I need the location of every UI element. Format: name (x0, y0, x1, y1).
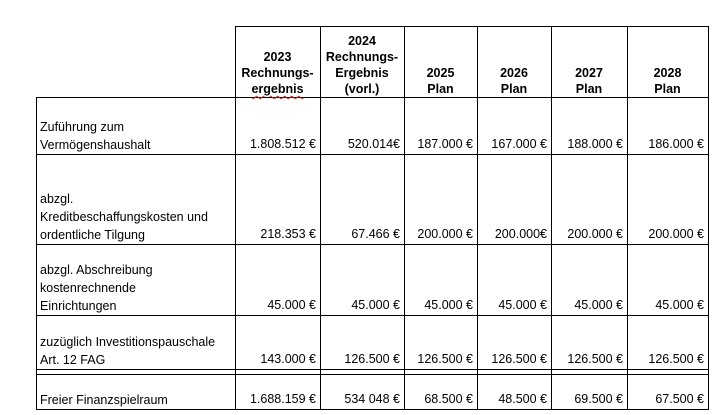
table-cell: 1.688.159 € (249, 392, 316, 406)
table-cell: 126.500 € (648, 352, 704, 366)
row-label-5 (36, 375, 235, 409)
grid-line (708, 26, 709, 410)
table-cell: 45.000 € (267, 298, 316, 312)
column-header-1 (235, 27, 320, 97)
row-label-line: abzgl. (40, 192, 74, 206)
table-cell: 200.000 € (567, 227, 623, 241)
table-cell: 67.466 € (351, 227, 400, 241)
table-cell: 200.000 € (417, 227, 473, 241)
table-cell: 126.500 € (567, 352, 623, 366)
table-cell: 45.000 € (498, 298, 547, 312)
row-label-line: ordentliche Tilgung (40, 228, 145, 242)
column-header-line: 2023 (263, 50, 292, 64)
table-cell: 68.500 € (424, 392, 473, 406)
column-header-6 (627, 27, 708, 97)
table-cell: 126.500 € (344, 352, 400, 366)
table-cell: 126.500 € (491, 352, 547, 366)
column-header-line: Ergebnis (335, 66, 389, 80)
column-header-line: Plan (500, 82, 528, 96)
row-label-line: abzgl. Abschreibung (40, 263, 153, 277)
column-header-line: Rechnungs- (325, 50, 399, 64)
row-label-3 (36, 245, 235, 315)
column-header-line: Plan (575, 82, 603, 96)
column-header-2 (320, 27, 404, 97)
table-cell: 534 048 € (344, 392, 400, 406)
column-header-5 (551, 27, 627, 97)
row-label-line: Zuführung zum (40, 120, 125, 134)
grid-line (36, 409, 709, 410)
table-cell: 45.000 € (424, 298, 473, 312)
column-header-3 (404, 27, 477, 97)
column-header-line: (vorl.) (344, 82, 380, 96)
row-label-line: Vermögenshaushalt (40, 138, 151, 152)
table-cell: 187.000 € (417, 137, 473, 151)
row-label-line: Art. 12 FAG (40, 353, 106, 367)
table-cell: 186.000 € (648, 137, 704, 151)
table-cell: 45.000 € (655, 298, 704, 312)
column-header-line: ergebnis (251, 82, 304, 96)
table-cell: 69.500 € (574, 392, 623, 406)
column-header-line: 2025 (426, 66, 455, 80)
table-cell: 167.000 € (491, 137, 547, 151)
row-label-4 (36, 316, 235, 369)
table-cell: 520.014€ (347, 137, 400, 151)
column-header-line: 2026 (500, 66, 528, 80)
grid-line (36, 369, 709, 370)
row-label-line: kostenrechnende (40, 281, 136, 295)
column-header-line: Plan (654, 82, 681, 96)
table-cell: 48.500 € (498, 392, 547, 406)
table-cell: 143.000 € (260, 352, 316, 366)
column-header-line: 2024 (348, 34, 376, 48)
table-cell: 45.000 € (351, 298, 400, 312)
column-header-line: 2027 (575, 66, 603, 80)
table-cell: 200.000 € (648, 227, 704, 241)
column-header-line: Plan (427, 82, 454, 96)
row-label-line: zuzüglich Investitionspauschale (40, 335, 216, 349)
table-cell: 1.808.512 € (249, 137, 316, 151)
table-cell: 188.000 € (567, 137, 623, 151)
row-label-2 (36, 155, 235, 244)
table-cell: 200.000€ (494, 227, 547, 241)
table-cell: 67.500 € (655, 392, 704, 406)
column-header-line: Rechnungs- (241, 66, 314, 80)
row-label-line: Einrichtungen (40, 299, 117, 313)
row-label-line: Freier Finanzspielraum (40, 393, 168, 407)
row-label-line: Kreditbeschaffungskosten und (40, 210, 208, 224)
row-label-1 (36, 98, 235, 154)
table-cell: 218.353 € (260, 227, 316, 241)
column-header-line: 2028 (653, 66, 682, 80)
column-header-4 (477, 27, 551, 97)
table-cell: 126.500 € (417, 352, 473, 366)
table-cell: 45.000 € (574, 298, 623, 312)
